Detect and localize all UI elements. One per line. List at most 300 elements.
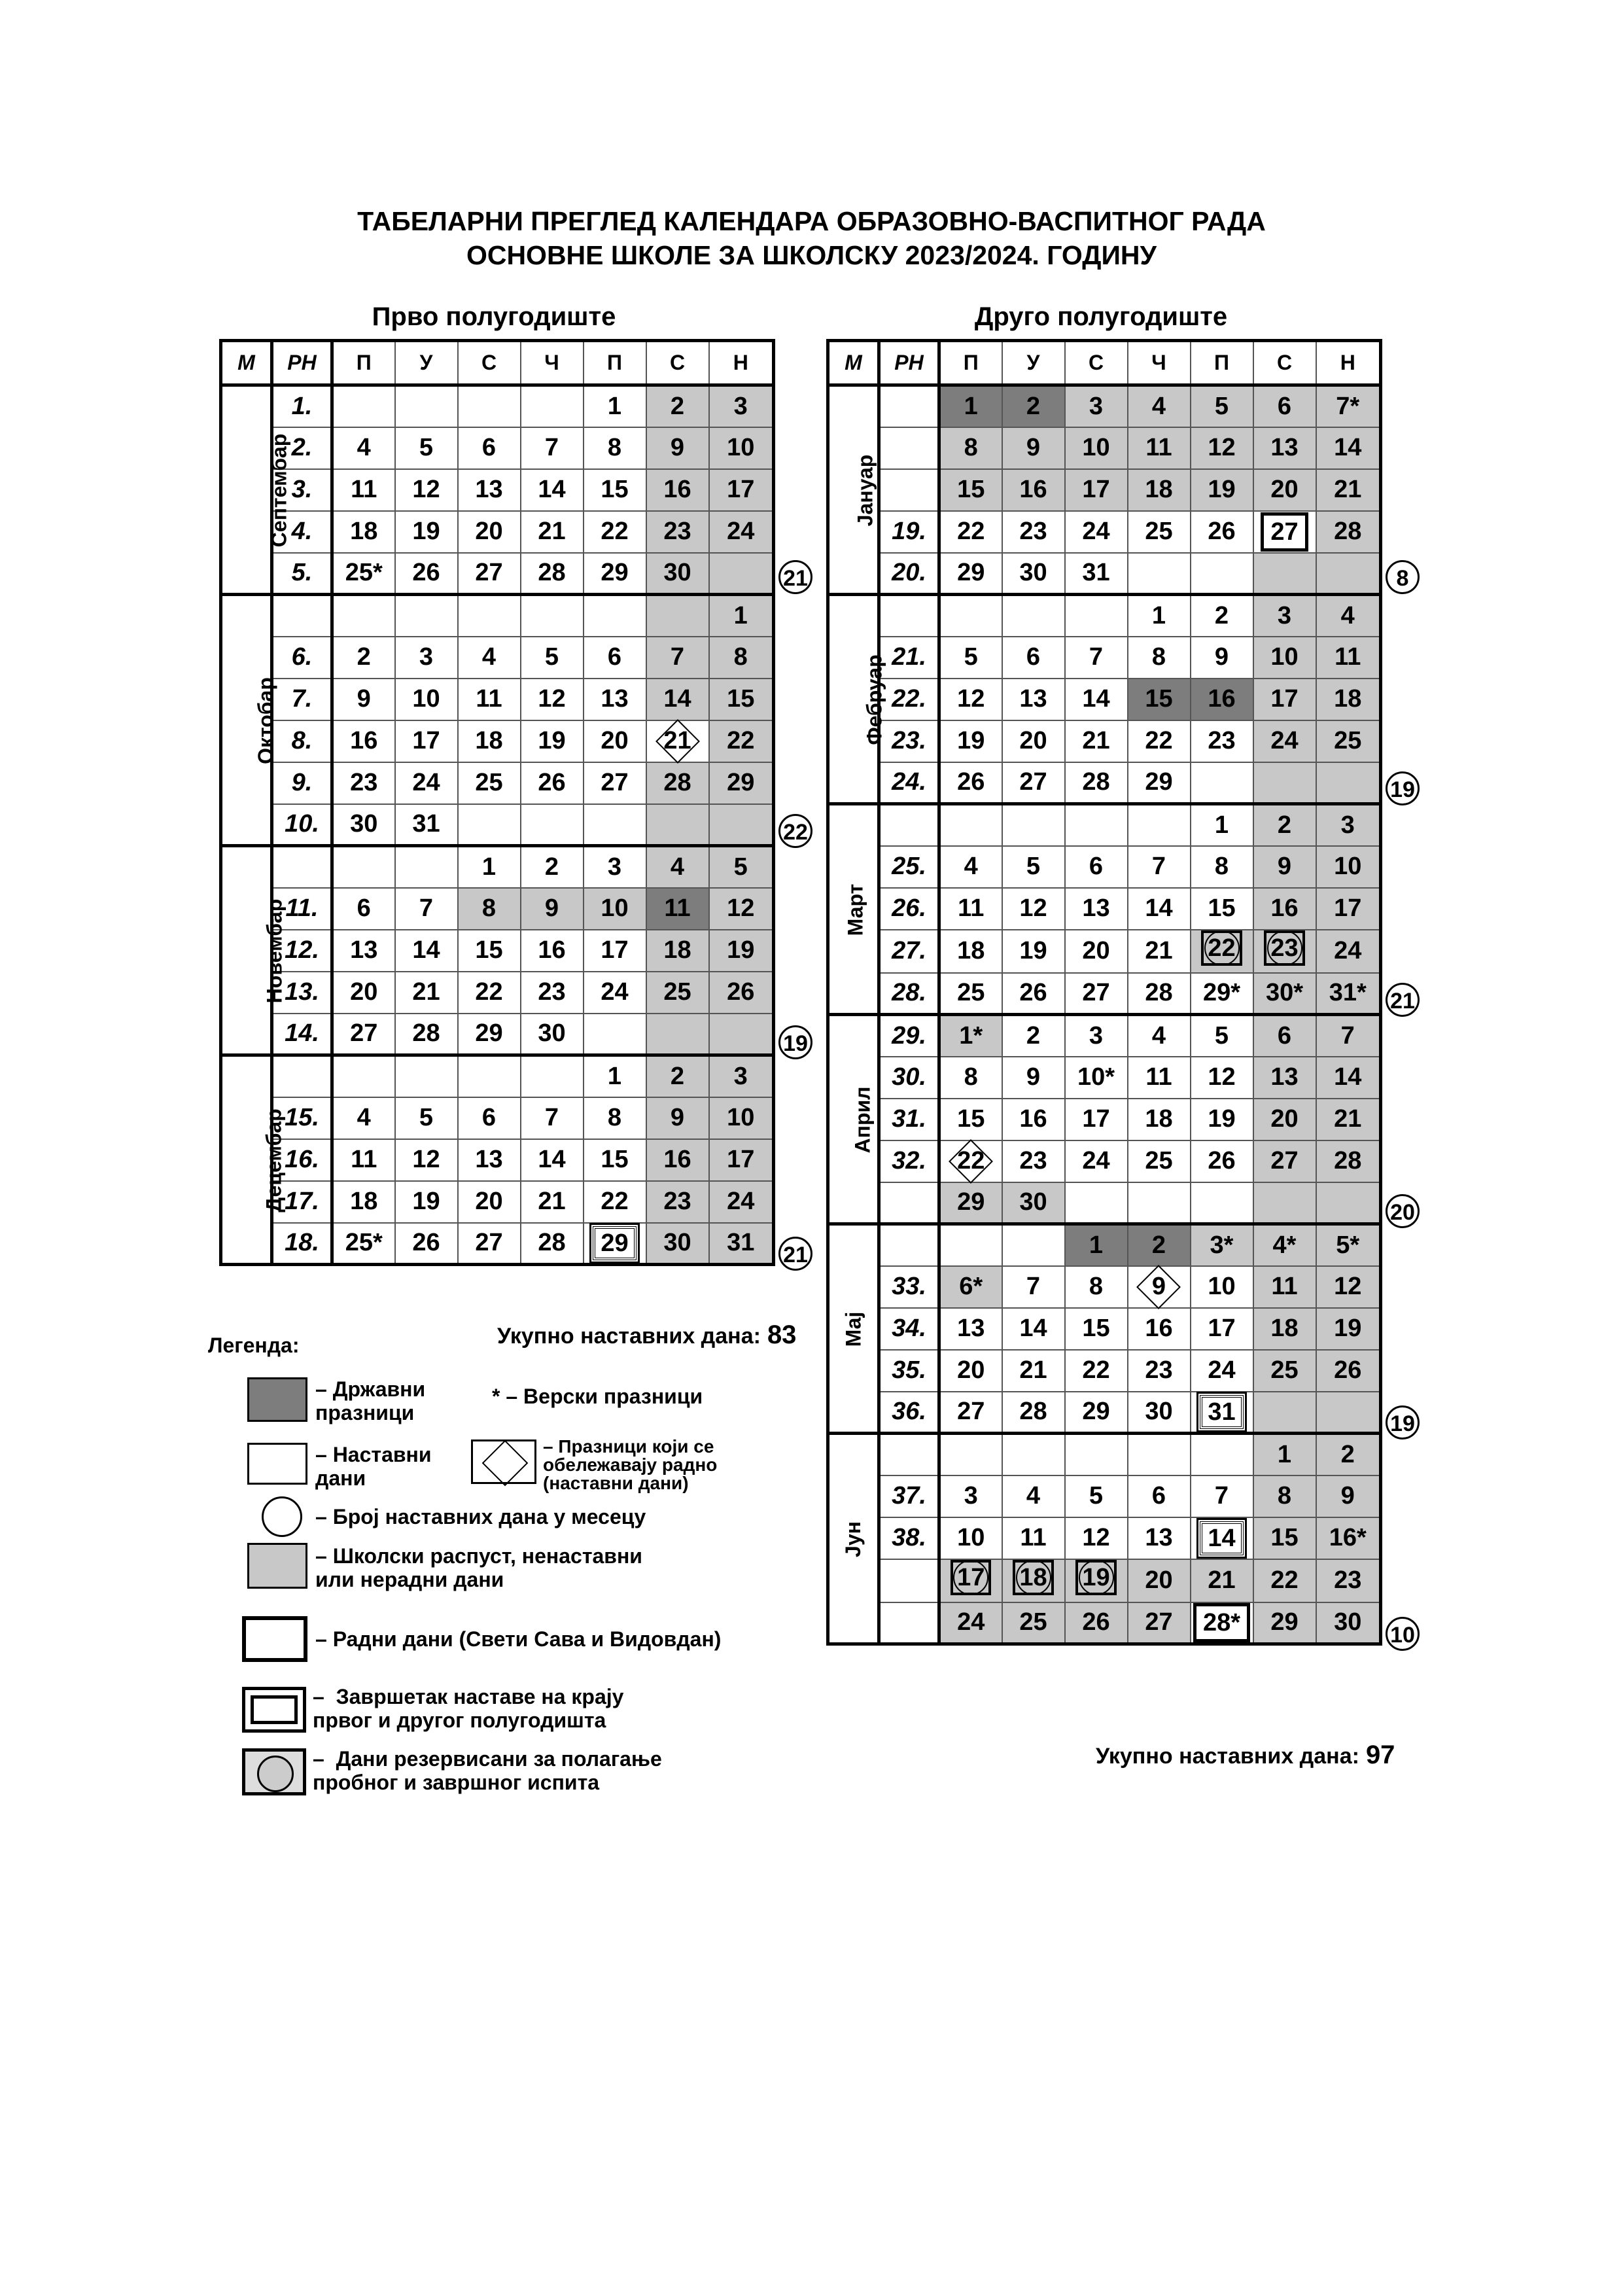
day-cell: 9 [1191,637,1253,679]
day-cell [458,385,521,427]
day-cell: 9 [1316,1475,1381,1517]
column-header: С [1253,341,1316,385]
day-cell [1065,595,1128,637]
marked-holiday [657,727,697,755]
column-header: П [939,341,1002,385]
day-cell: 13 [584,679,646,720]
day-cell: 23 [1002,511,1065,553]
legend-state-holidays: – Државни празници [315,1377,426,1424]
week-row [828,1308,1381,1350]
day-cell: 9 [646,1097,709,1139]
day-cell: 26 [709,972,774,1014]
week-row [221,846,774,888]
week-number: 36. [879,1392,939,1434]
day-cell: 12 [1316,1266,1381,1308]
day-cell [1002,1559,1065,1602]
week-number: 22. [879,679,939,720]
day-cell: 3 [709,385,774,427]
week-number: 16. [272,1139,332,1181]
month-name [828,804,879,1015]
week-number: 26. [879,888,939,930]
day-cell: 9 [521,888,584,930]
day-cell: 6 [1253,1015,1316,1057]
day-cell: 11 [1002,1517,1065,1559]
day-cell: 16 [1253,888,1316,930]
day-cell: 5 [1191,385,1253,427]
day-cell: 4 [332,1097,395,1139]
day-cell [1191,1182,1253,1224]
day-cell [1002,595,1065,637]
week-row [221,1181,774,1223]
column-header: С [1065,341,1128,385]
day-cell: 29* [1191,973,1253,1015]
day-cell: 23 [1316,1559,1381,1602]
day-cell: 28 [1065,762,1128,804]
day-cell: 18 [332,1181,395,1223]
day-cell: 9 [1253,846,1316,888]
week-number: 7. [272,679,332,720]
week-row [221,888,774,930]
day-cell [939,804,1002,846]
week-number: 30. [879,1057,939,1099]
day-cell: 15 [939,1099,1002,1140]
day-cell: 23 [1191,720,1253,762]
month-teaching-days-count: 19 [1386,771,1420,805]
day-cell: 24 [709,511,774,553]
day-cell: 20 [1253,1099,1316,1140]
day-cell: 17 [1316,888,1381,930]
column-header: С [646,341,709,385]
day-number: 17 [957,1563,985,1591]
week-number: 38. [879,1517,939,1559]
day-cell: 2 [332,637,395,679]
day-cell: 26 [1191,511,1253,553]
day-cell: 12 [939,679,1002,720]
week-row [828,973,1381,1015]
day-cell [646,1014,709,1055]
day-cell: 12 [1191,1057,1253,1099]
day-cell: 27 [332,1014,395,1055]
day-cell [1128,553,1191,595]
day-cell: 4 [1316,595,1381,637]
day-cell: 27 [1253,1140,1316,1182]
day-cell: 30 [1128,1392,1191,1434]
week-number: 33. [879,1266,939,1308]
day-cell: 10 [939,1517,1002,1559]
day-cell: 13 [458,469,521,511]
week-number: 24. [879,762,939,804]
week-row [221,637,774,679]
week-number: 11. [272,888,332,930]
day-cell: 16 [646,1139,709,1181]
week-number [879,1224,939,1266]
week-row [828,1224,1381,1266]
day-cell [1002,804,1065,846]
day-cell: 23 [646,1181,709,1223]
day-cell: 12 [1002,888,1065,930]
day-cell: 27 [458,1223,521,1265]
week-row [221,1139,774,1181]
month-teaching-days-count: 8 [1386,560,1420,594]
day-cell: 10 [584,888,646,930]
day-cell [1065,1559,1128,1602]
day-cell: 20 [332,972,395,1014]
day-cell [939,1559,1002,1602]
day-cell: 22 [458,972,521,1014]
first-half-title: Прво полугодиште [372,302,616,331]
day-cell: 8 [1191,846,1253,888]
day-cell: 28 [1128,973,1191,1015]
first-half-total [497,1320,796,1350]
week-number [879,1434,939,1475]
day-cell: 3 [1065,385,1128,427]
day-cell: 21 [1065,720,1128,762]
day-cell: 12 [395,469,458,511]
day-cell: 15 [1253,1517,1316,1559]
day-cell: 1 [584,385,646,427]
week-number: 14. [272,1014,332,1055]
day-cell: 1 [709,595,774,637]
day-cell: 27 [1065,973,1128,1015]
day-cell [1253,553,1316,595]
day-cell: 28 [395,1014,458,1055]
day-cell: 6 [458,427,521,469]
month-teaching-days-count: 10 [1386,1617,1420,1651]
day-cell [395,385,458,427]
day-cell: 28 [646,762,709,804]
day-cell: 2 [1002,1015,1065,1057]
week-number: 15. [272,1097,332,1139]
day-cell [1316,1392,1381,1434]
week-row [828,1057,1381,1099]
week-row [828,846,1381,888]
day-cell: 27 [939,1392,1002,1434]
week-row [828,595,1381,637]
week-row [828,1266,1381,1308]
column-header: Н [1316,341,1381,385]
first-half-total-label: Укупно наставних дана: [497,1324,761,1349]
day-cell [646,804,709,846]
day-cell [646,595,709,637]
day-cell: 24 [584,972,646,1014]
day-cell: 17 [709,469,774,511]
day-cell: 27 [584,762,646,804]
week-row [828,888,1381,930]
day-cell: 27 [1002,762,1065,804]
double-box-icon [251,1695,298,1724]
day-cell: 12 [709,888,774,930]
day-cell: 13 [939,1308,1002,1350]
work-day-box: 28* [1193,1603,1250,1642]
day-cell: 4 [332,427,395,469]
day-cell [1128,1266,1191,1308]
legend-exam-days: – Дани резервисани за полагање пробног и завршног испита [313,1747,662,1794]
day-cell: 7 [395,888,458,930]
day-cell [1191,930,1253,973]
legend-end-of-term-swatch [242,1687,306,1733]
month-label: Октобар [253,677,277,764]
day-cell: 21 [1316,469,1381,511]
day-cell [395,1055,458,1097]
day-cell: 4 [939,846,1002,888]
day-cell [939,595,1002,637]
week-row [221,804,774,846]
day-cell: 20 [1065,930,1128,973]
day-cell: 1 [1128,595,1191,637]
day-cell: 25 [1128,1140,1191,1182]
day-cell [1191,1434,1253,1475]
day-cell: 13 [458,1139,521,1181]
week-number [879,469,939,511]
day-cell: 19 [395,1181,458,1223]
day-cell: 1 [1065,1224,1128,1266]
day-cell: 14 [521,1139,584,1181]
day-cell: 17 [1065,1099,1128,1140]
day-cell: 19 [1191,469,1253,511]
week-number: 6. [272,637,332,679]
month-label: Јун [841,1521,865,1557]
day-cell: 26 [1316,1350,1381,1392]
day-cell [521,595,584,637]
week-number: 13. [272,972,332,1014]
day-cell: 8 [1253,1475,1316,1517]
day-cell: 30 [646,1223,709,1265]
day-cell: 16 [1191,679,1253,720]
day-cell: 5 [709,846,774,888]
month-label: Фебруар [862,654,886,745]
week-row [221,511,774,553]
day-cell: 15 [1065,1308,1128,1350]
day-cell: 31 [1065,553,1128,595]
day-cell: 16 [1002,469,1065,511]
legend-teaching-days: – Наставни дани [315,1443,432,1490]
week-row [828,469,1381,511]
day-cell: 22 [1128,720,1191,762]
week-number: 5. [272,553,332,595]
marked-holiday [951,1147,991,1175]
day-cell: 21 [1002,1350,1065,1392]
day-cell: 16 [646,469,709,511]
day-number: 23 [1270,934,1299,962]
legend-exam-swatch [242,1748,306,1795]
day-cell: 26 [1191,1140,1253,1182]
day-cell: 10 [1253,637,1316,679]
week-row [221,1097,774,1139]
day-cell: 18 [1316,679,1381,720]
day-cell: 25 [1253,1350,1316,1392]
day-cell: 5 [521,637,584,679]
day-cell: 3 [1316,804,1381,846]
week-row [828,1099,1381,1140]
page-title-line1: ТАБЕЛАРНИ ПРЕГЛЕД КАЛЕНДАРА ОБРАЗОВНО-ВАСПИТНОГ РАДА [357,206,1266,236]
column-header: РН [272,341,332,385]
day-cell: 24 [1065,511,1128,553]
end-of-term-box: 14 [1200,1521,1243,1555]
day-cell: 3* [1191,1224,1253,1266]
circle-icon [262,1496,302,1537]
day-cell: 8 [1128,637,1191,679]
day-cell [584,595,646,637]
day-cell [584,804,646,846]
week-row [828,930,1381,973]
day-cell [521,385,584,427]
week-number: 20. [879,553,939,595]
day-cell [584,1014,646,1055]
day-cell [458,804,521,846]
day-cell: 10 [709,1097,774,1139]
day-cell: 18 [332,511,395,553]
day-cell: 1 [939,385,1002,427]
day-cell: 16* [1316,1517,1381,1559]
day-cell: 8 [584,1097,646,1139]
day-cell: 25 [939,973,1002,1015]
second-half-calendar [826,339,1382,1646]
week-number [879,804,939,846]
column-header: Ч [521,341,584,385]
day-cell [1065,1434,1128,1475]
day-cell: 15 [458,930,521,972]
day-cell: 14 [395,930,458,972]
day-cell: 19 [521,720,584,762]
day-cell [709,804,774,846]
week-number: 10. [272,804,332,846]
column-header: РН [879,341,939,385]
day-cell [1128,1182,1191,1224]
day-cell: 31 [395,804,458,846]
day-cell: 7* [1316,385,1381,427]
day-cell: 4 [458,637,521,679]
day-cell [1316,553,1381,595]
week-row [828,1559,1381,1602]
day-cell: 6 [332,888,395,930]
week-row [221,1223,774,1265]
day-cell: 29 [939,553,1002,595]
day-cell: 23 [1128,1350,1191,1392]
day-cell: 26 [939,762,1002,804]
day-cell: 16 [521,930,584,972]
day-cell: 21 [521,511,584,553]
day-cell: 1 [458,846,521,888]
day-cell: 1* [939,1015,1002,1057]
day-cell: 6* [939,1266,1002,1308]
day-cell [1002,1434,1065,1475]
month-name [828,385,879,595]
week-row [828,1182,1381,1224]
day-cell [1253,1392,1316,1434]
day-cell: 9 [646,427,709,469]
day-cell: 12 [1065,1517,1128,1559]
exam-day [1013,1560,1053,1595]
day-cell: 5* [1316,1224,1381,1266]
column-header: П [332,341,395,385]
week-number [879,427,939,469]
month-label: Септембар [267,433,291,548]
day-cell: 10 [395,679,458,720]
day-cell [1191,553,1253,595]
column-header: Ч [1128,341,1191,385]
day-cell: 12 [521,679,584,720]
month-label: Март [843,883,867,936]
month-name [828,595,886,804]
day-cell [1253,511,1316,553]
day-cell: 25 [1002,1602,1065,1644]
day-cell: 30 [521,1014,584,1055]
month-name [221,1055,286,1265]
day-number: 9 [1151,1273,1166,1300]
legend-holidays-marked: – Празници који се обележавају радно (наставни дани) [543,1436,718,1493]
day-cell: 5 [395,427,458,469]
week-row [828,1434,1381,1475]
month-teaching-days-count: 21 [1386,983,1420,1017]
day-cell: 27 [458,553,521,595]
day-cell: 26 [395,553,458,595]
second-half-total [1096,1740,1395,1770]
day-cell: 15 [939,469,1002,511]
day-cell [521,804,584,846]
week-number: 32. [879,1140,939,1182]
day-cell: 4 [646,846,709,888]
month-label: Април [850,1086,875,1154]
legend-work-days: – Радни дани (Свети Сава и Видовдан) [315,1627,722,1651]
week-number: 12. [272,930,332,972]
day-cell: 20 [1128,1559,1191,1602]
column-header: П [584,341,646,385]
day-cell: 30 [332,804,395,846]
day-cell [1065,804,1128,846]
month-teaching-days-count: 22 [778,814,812,848]
day-cell: 6 [1065,846,1128,888]
day-cell: 8 [1065,1266,1128,1308]
column-header: М [828,341,879,385]
day-cell [709,1014,774,1055]
week-number: 18. [272,1223,332,1265]
week-number [272,846,332,888]
day-cell: 25* [332,1223,395,1265]
column-header: У [1002,341,1065,385]
column-header: П [1191,341,1253,385]
week-number [879,1559,939,1602]
day-cell: 17 [584,930,646,972]
day-cell: 7 [1128,846,1191,888]
week-row [828,637,1381,679]
legend-count: – Број наставних дана у месецу [315,1505,646,1528]
day-cell: 11 [646,888,709,930]
week-row [221,385,774,427]
day-cell: 16 [1128,1308,1191,1350]
week-row [221,553,774,595]
day-cell: 4 [1128,1015,1191,1057]
day-cell: 19 [1191,1099,1253,1140]
month-teaching-days-count: 20 [1386,1194,1420,1228]
month-teaching-days-count: 19 [1386,1405,1420,1439]
day-cell: 7 [1065,637,1128,679]
day-cell: 28 [1316,511,1381,553]
day-cell: 3 [709,1055,774,1097]
day-number: 19 [1082,1563,1110,1591]
week-number: 23. [879,720,939,762]
day-cell: 21 [1128,930,1191,973]
week-number: 35. [879,1350,939,1392]
day-cell: 22 [1065,1350,1128,1392]
week-number [272,1055,332,1097]
day-cell: 11 [1128,1057,1191,1099]
day-cell: 23 [1002,1140,1065,1182]
month-teaching-days-count: 21 [778,560,812,594]
day-cell: 30 [1002,553,1065,595]
day-cell: 18 [1128,1099,1191,1140]
second-half-title: Друго полугодиште [974,302,1228,331]
week-row [828,1517,1381,1559]
